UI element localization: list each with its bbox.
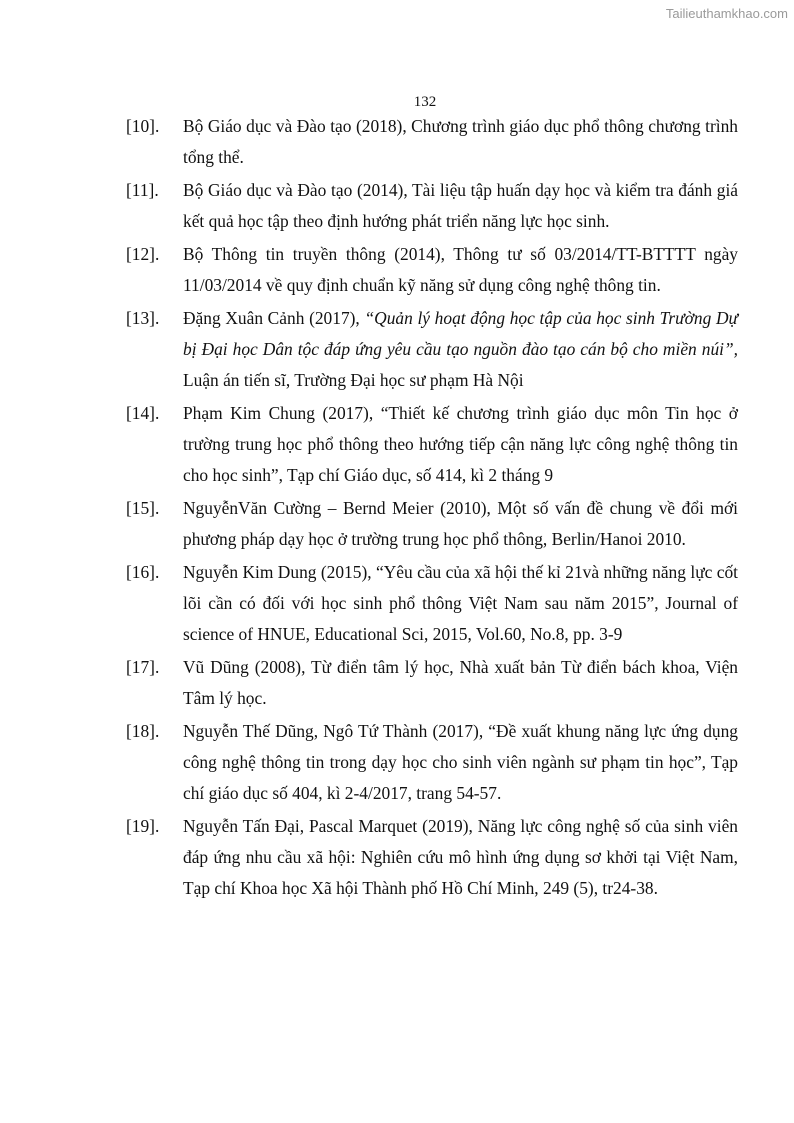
reference-number: [12]. [126,244,160,264]
reference-text: Phạm Kim Chung (2017), “Thiết kế chương trình giáo dục môn Tin học ở trường trung học phổ thông theo hướng tiếp cận năng lực công nghệ thông tin cho học sinh”, Tạp chí Giáo dục, số 414, kì 2 tháng 9 [183,403,738,485]
reference-number: [16]. [126,562,160,582]
reference-list [126,111,738,906]
reference-item [126,239,738,301]
reference-item [126,652,738,714]
reference-text: Nguyễn Tấn Đại, Pascal Marquet (2019), Năng lực công nghệ số của sinh viên đáp ứng nhu cầu xã hội: Nghiên cứu mô hình ứng dụng sơ khởi tại Việt Nam, Tạp chí Khoa học Xã hội Thành phố Hồ Chí Minh, 249 (5), tr24-38. [183,816,738,898]
reference-text: Vũ Dũng (2008), Từ điển tâm lý học, Nhà xuất bản Từ điển bách khoa, Viện Tâm lý học. [183,657,738,708]
reference-item [126,557,738,650]
reference-item [126,303,738,396]
reference-text: Nguyễn Kim Dung (2015), “Yêu cầu của xã hội thế kỉ 21và những năng lực cốt lõi cần có đối với học sinh phổ thông Việt Nam sau năm 2015”, Journal of science of HNUE, Educational Sci, 2015, Vol.60, No.8, pp. 3-9 [183,562,738,644]
reference-number: [14]. [126,403,160,423]
reference-text: Bộ Giáo dục và Đào tạo (2014), Tài liệu tập huấn dạy học và kiểm tra đánh giá kết quả học tập theo định hướng phát triển năng lực học sinh. [183,180,738,231]
reference-number: [10]. [126,116,160,136]
reference-item [126,716,738,809]
reference-number: [15]. [126,498,160,518]
reference-text: NguyễnVăn Cường – Bernd Meier (2010), Một số vấn đề chung về đổi mới phương pháp dạy học ở trường trung học phổ thông, Berlin/Hanoi 2010. [183,498,738,549]
page-number: 132 [413,94,437,110]
reference-text: Bộ Giáo dục và Đào tạo (2018), Chương trình giáo dục phổ thông chương trình tổng thể. [183,116,738,167]
reference-number: [18]. [126,721,160,741]
watermark: Tailieuthamkhao.com [665,6,788,21]
reference-number: [13]. [126,308,160,328]
reference-number: [11]. [126,180,159,200]
reference-item [126,811,738,904]
reference-number: [19]. [126,816,160,836]
reference-number: [17]. [126,657,160,677]
reference-text: Nguyễn Thế Dũng, Ngô Tứ Thành (2017), “Đề xuất khung năng lực ứng dụng công nghệ thông tin trong dạy học cho sinh viên ngành sư phạm tin học”, Tạp chí giáo dục số 404, kì 2-4/2017, trang 54-57. [183,721,738,803]
reference-text: Đặng Xuân Cảnh (2017), “Quản lý hoạt động học tập của học sinh Trường Dự bị Đại học Dân tộc đáp ứng yêu cầu tạo nguồn đào tạo cán bộ cho miền núi”, Luận án tiến sĩ, Trường Đại học sư phạm Hà Nội [183,308,739,390]
reference-text: Bộ Thông tin truyền thông (2014), Thông tư số 03/2014/TT-BTTTT ngày 11/03/2014 về quy định chuẩn kỹ năng sử dụng công nghệ thông tin. [183,244,738,295]
reference-item [126,175,738,237]
reference-title-italic: “Quản lý hoạt động học tập của học sinh Trường Dự bị Đại học Dân tộc đáp ứng yêu cầu tạo nguồn đào tạo cán bộ cho miền núi”, [183,308,739,359]
reference-item [126,111,738,173]
reference-item [126,398,738,491]
reference-item [126,493,738,555]
